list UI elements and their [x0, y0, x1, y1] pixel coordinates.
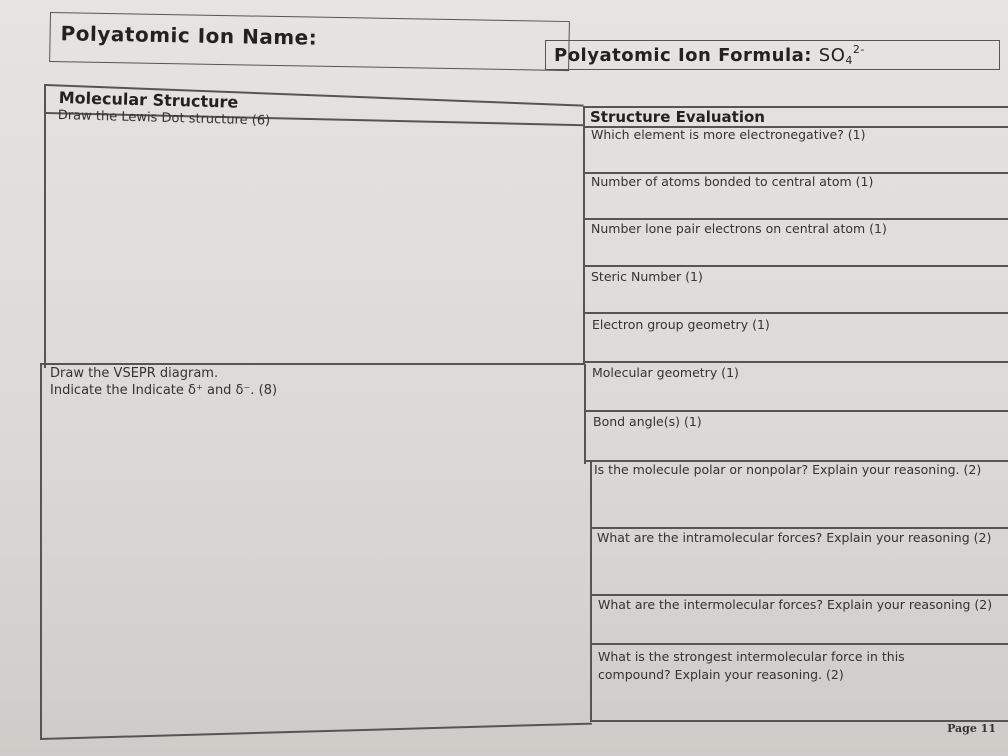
table-bottom-border — [40, 723, 592, 740]
eval-row-divider — [584, 410, 1008, 412]
table-left-border — [44, 84, 46, 368]
question-electron-geometry: Electron group geometry (1) — [592, 317, 770, 332]
question-intermolecular: What are the intermolecular forces? Explain your reasoning (2) — [598, 597, 993, 612]
vsepr-drawing-area[interactable] — [46, 404, 581, 724]
question-lone-pairs: Number lone pair electrons on central atom (1) — [591, 221, 887, 236]
formula-base: SO — [818, 45, 846, 66]
formula-superscript: 2- — [852, 43, 865, 56]
column-divider-bottom — [590, 462, 592, 720]
lewis-drawing-area[interactable] — [48, 128, 578, 358]
question-polarity: Is the molecule polar or nonpolar? Explain your reasoning. (2) — [594, 462, 982, 477]
eval-row-divider — [584, 361, 1008, 363]
column-divider-lower — [584, 364, 586, 464]
left-section-divider — [40, 363, 585, 365]
table-left-border-lower — [40, 364, 42, 740]
question-molecular-geometry: Molecular geometry (1) — [592, 365, 739, 380]
eval-row-divider — [584, 265, 1008, 267]
ion-formula-box — [545, 40, 1000, 70]
structure-evaluation-title: Structure Evaluation — [590, 108, 765, 126]
ion-name-box — [49, 12, 570, 71]
vsepr-prompt-line2: Indicate the Indicate δ⁺ and δ⁻. (8) — [50, 383, 278, 398]
question-bond-angles: Bond angle(s) (1) — [593, 414, 702, 429]
formula-value — [819, 45, 865, 66]
molecular-structure-title: Molecular Structure — [58, 88, 239, 112]
ion-formula-label — [554, 43, 865, 67]
question-intramolecular: What are the intramolecular forces? Explain your reasoning (2) — [597, 530, 992, 545]
question-electronegative: Which element is more electronegative? (1) — [591, 127, 866, 142]
page-number: Page 11 — [947, 722, 996, 735]
question-strongest-force: What is the strongest intermolecular force in this compound? Explain your reasoning. (2) — [598, 649, 905, 682]
ion-name-label: Polyatomic Ion Name: — [60, 21, 318, 50]
lewis-prompt: Draw the Lewis Dot structure (6) — [57, 108, 271, 129]
question-bonded-atoms: Number of atoms bonded to central atom (1) — [591, 174, 874, 189]
eval-row-divider — [584, 312, 1008, 314]
question-steric-number: Steric Number (1) — [591, 269, 703, 284]
eval-row-divider — [590, 643, 1008, 645]
table-bottom-border-right — [590, 720, 1008, 722]
formula-label-text: Polyatomic Ion Formula: — [554, 45, 812, 66]
vsepr-prompt-line1: Draw the VSEPR diagram. — [50, 366, 219, 381]
column-divider — [583, 106, 585, 364]
formula-subscript: 4 — [845, 54, 853, 67]
